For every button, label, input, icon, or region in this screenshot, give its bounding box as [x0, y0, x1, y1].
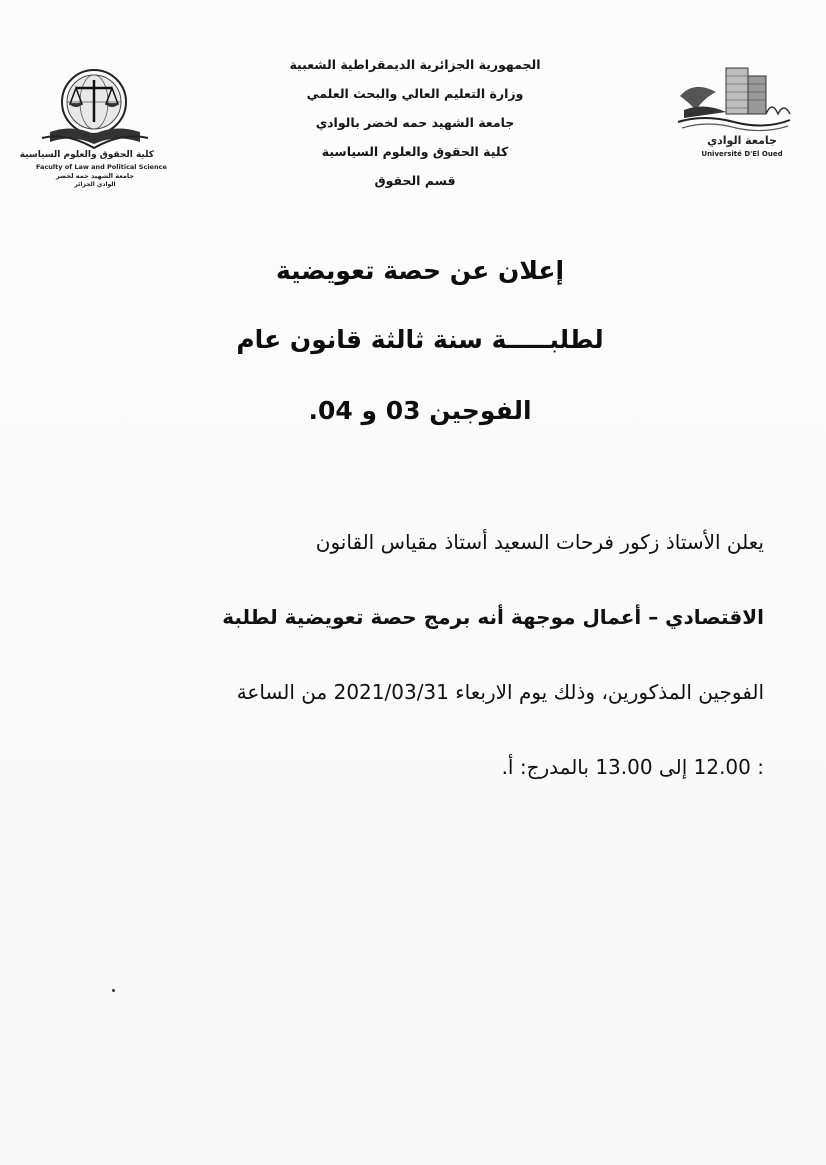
header-line-faculty: كلية الحقوق والعلوم السياسية [321, 144, 509, 159]
faculty-logo-caption-sub: جامعة الشهيد حمه لخضر [55, 172, 135, 180]
announcement-title: إعلان عن حصة تعويضية [275, 256, 565, 285]
faculty-logo-caption-city: الوادي الجزائر [74, 181, 116, 188]
faculty-logo-caption-en: Faculty of Law and Political Science [36, 163, 167, 171]
institution-header [270, 50, 560, 195]
header-line-department: قسم الحقوق [374, 173, 456, 188]
body-line-1: يعلن الأستاذ زكور فرحات السعيد أستاذ مقياس القانون [315, 530, 764, 554]
university-logo-icon [674, 62, 794, 177]
announcement-subtitle: لطلبـــــة سنة ثالثة قانون عام [236, 325, 604, 354]
university-logo-caption-ar: جامعة الوادي [707, 134, 777, 147]
announcement-groups: الفوجين 03 و 04. [308, 396, 532, 425]
paper-speck [112, 989, 115, 992]
university-logo-caption-en: Université D'El Oued [701, 150, 783, 158]
body-line-3: الفوجين المذكورين، وذلك يوم الاربعاء 2021/03/31 من الساعة [236, 680, 764, 704]
header-line-university: جامعة الشهيد حمه لخضر بالوادي [315, 115, 515, 130]
faculty-logo-caption-ar: كلية الحقوق والعلوم السياسية [19, 150, 154, 160]
body-line-4: : 12.00 إلى 13.00 بالمدرج: أ. [501, 755, 764, 779]
body-line-2: الاقتصادي – أعمال موجهة أنه برمج حصة تعويضية لطلبة [222, 605, 764, 629]
header-line-ministry: وزارة التعليم العالي والبحث العلمي [306, 86, 524, 101]
header-line-republic: الجمهورية الجزائرية الديمقراطية الشعبية [289, 57, 541, 72]
